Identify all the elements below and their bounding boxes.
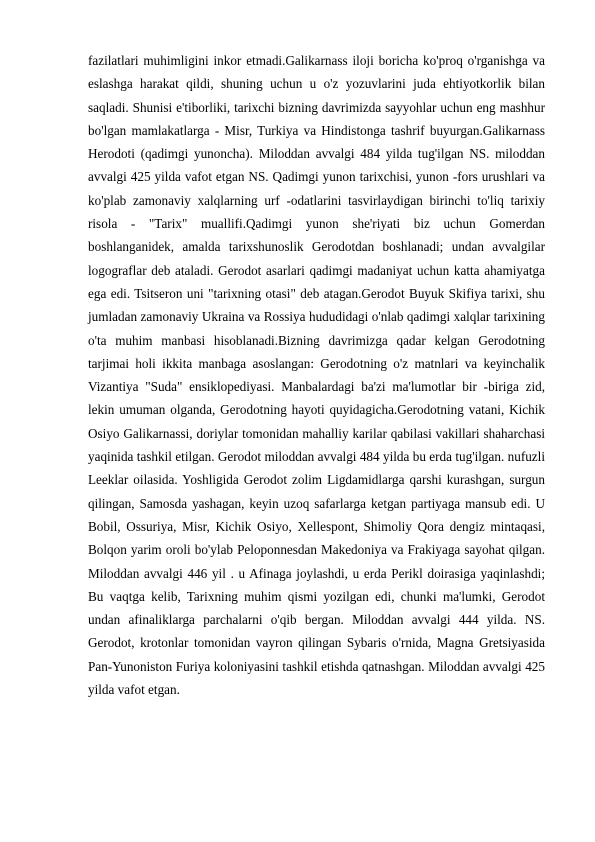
body-paragraph: fazilatlari muhimligini inkor etmadi.Galikarnass iloji boricha ko'proq o'rganishga va eslashga harakat qildi, shuning uchun u o'z yozuvlarini juda ehtiyotkorlik bilan saqladi. Shunisi e'tiborliki, tarixchi bizning davrimizda sayyohlar uchun eng mashhur bo'lgan mamlakatlarga - Misr, Turkiya va Hindistonga tashrif buyurgan.Galikarnass Herodoti (qadimgi yunoncha). Miloddan avvalgi 484 yilda tug'ilgan NS. miloddan avvalgi 425 yilda vafot etgan NS. Qadimgi yunon tarixchisi, yunon -fors urushlari va ko'plab zamonaviy xalqlarning urf -odatlarini tasvirlaydigan birinchi to'liq tarixiy risola - "Tarix" muallifi.Qadimgi yunon she'riyati biz uchun Gomerdan boshlanganidek, amalda tarixshunoslik Gerodotdan boshlanadi; undan avvalgilar logograflar deb ataladi. Gerodot asarlari qadimgi madaniyat uchun katta ahamiyatga ega edi. Tsitseron uni "tarixning otasi" deb atagan.Gerodot Buyuk Skifiya tarixi, shu jumladan zamonaviy Ukraina va Rossiya hududidagi o'nlab qadimgi xalqlar tarixining o'ta muhim manbasi hisoblanadi.Bizning davrimizga qadar kelgan Gerodotning tarjimai holi ikkita manbaga asoslangan: Gerodotning o'z matnlari va keyinchalik Vizantiya "Suda" ensiklopediyasi. Manbalardagi ba'zi ma'lumotlar bir -biriga zid, lekin umuman olganda, Gerodotning hayoti quyidagicha.Gerodotning vatani, Kichik Osiyo Galikarnassi, doriylar tomonidan mahalliy karilar qabilasi vakillari shaharchasi yaqinida tashkil etilgan. Gerodot miloddan avvalgi 484 yilda bu erda tug'ilgan. nufuzli Leeklar oilasida. Yoshligida Gerodot zolim Ligdamidlarga qarshi kurashgan, surgun qilingan, Samosda yashagan, keyin uzoq safarlarga ketgan partiyaga mansub edi. U Bobil, Ossuriya, Misr, Kichik Osiyo, Xellespont, Shimoliy Qora dengiz mintaqasi, Bolqon yarim oroli bo'ylab Peloponnesdan Makedoniya va Frakiyaga sayohat qilgan. Miloddan avvalgi 446 yil . u Afinaga joylashdi, u erda Perikl doirasiga yaqinlashdi; Bu vaqtga kelib, Tarixning muhim qismi yozilgan edi, chunki ma'lumki, Gerodot undan afinaliklarga parchalarni o'qib bergan. Miloddan avvalgi 444 yilda. NS. Gerodot, krotonlar tomonidan vayron qilingan Sybaris o'rnida, Magna Gretsiyasida Pan-Yunoniston Furiya koloniyasini tashkil etishda qatnashgan. Miloddan avvalgi 425 yilda vafot etgan. [88,53,545,698]
